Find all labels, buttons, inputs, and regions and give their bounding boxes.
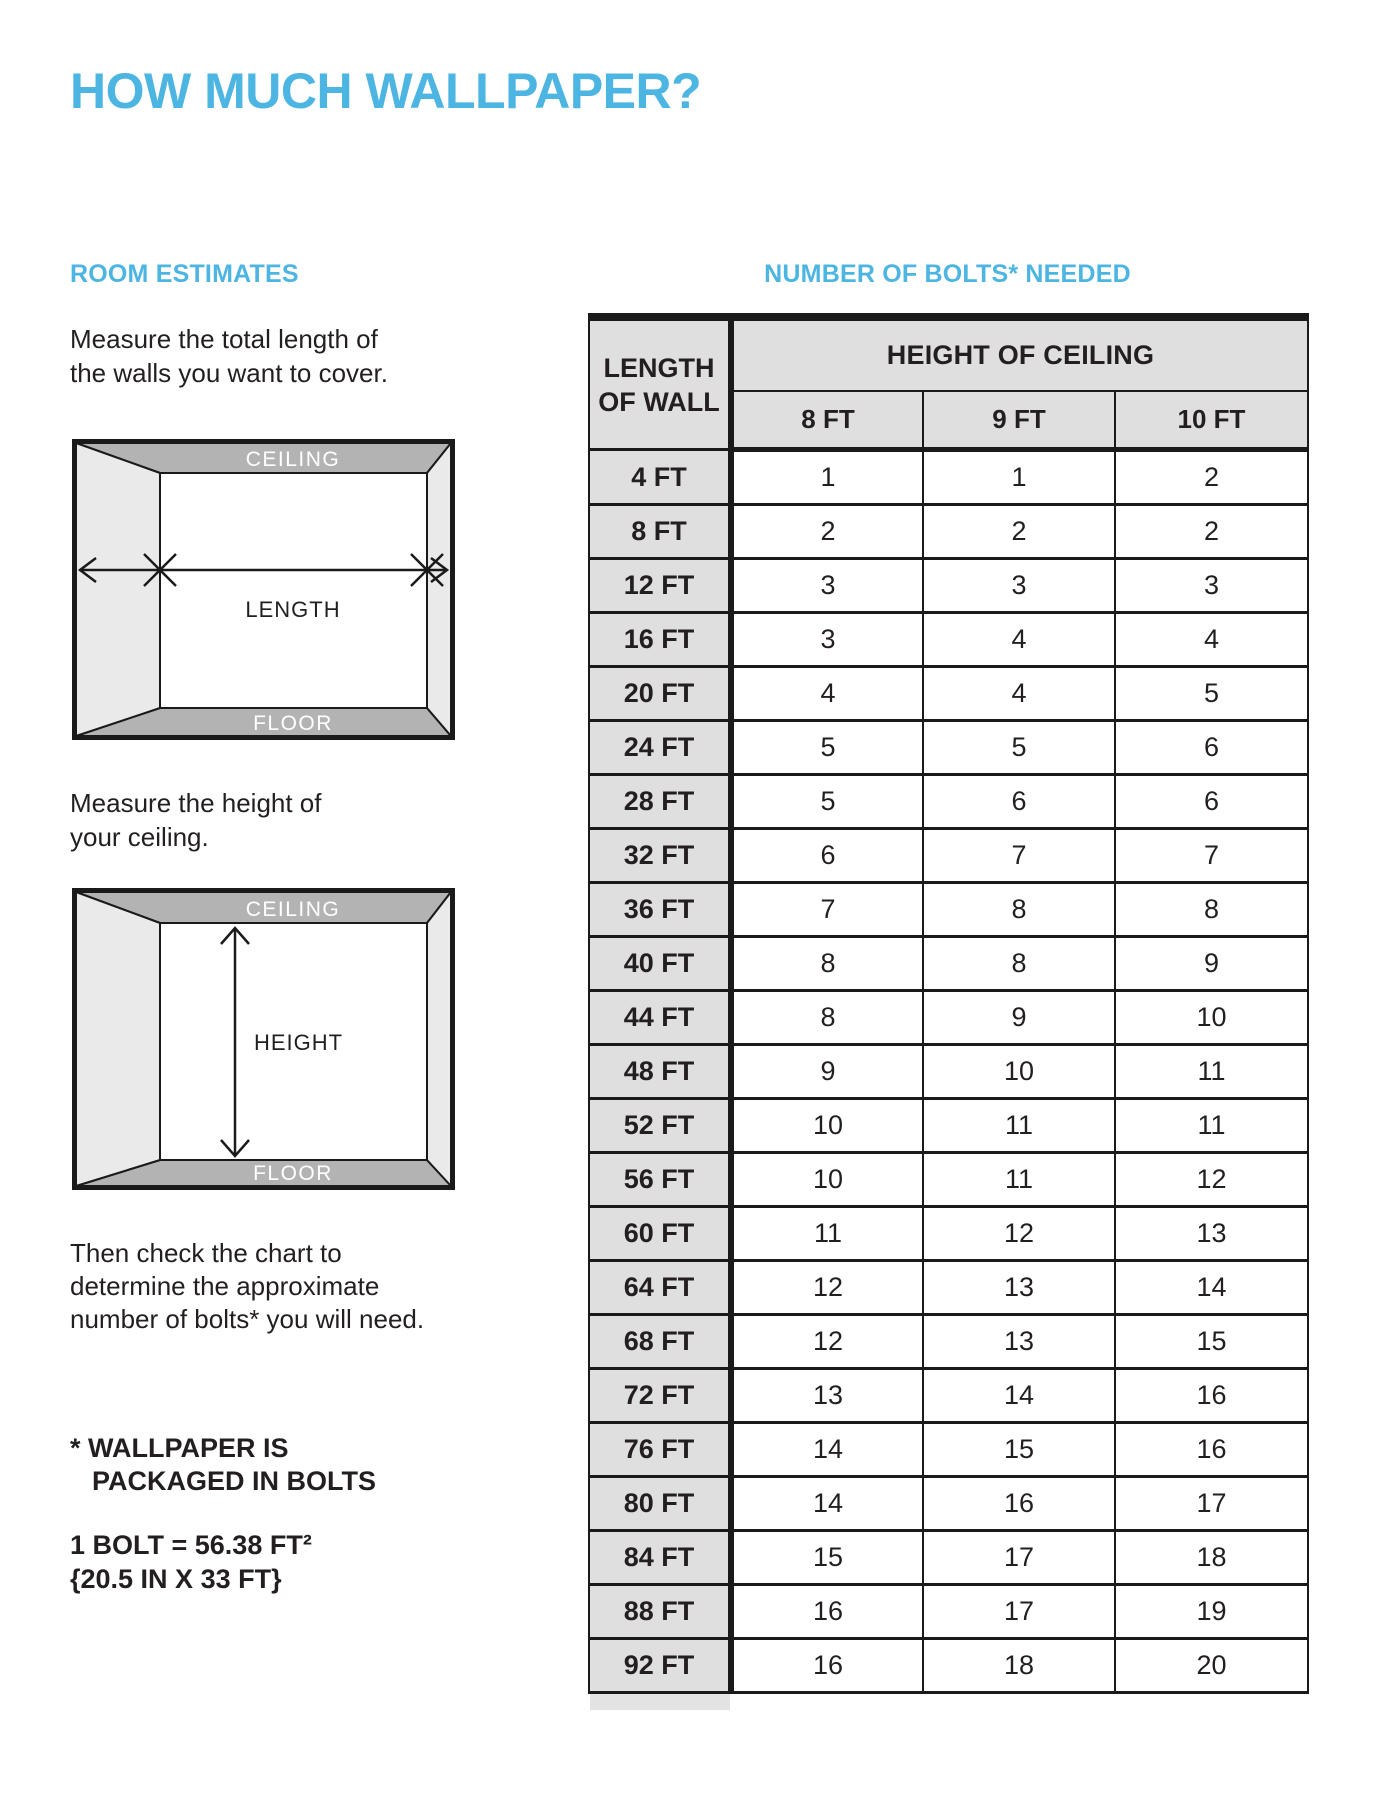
row-label: 24 FT [589, 721, 731, 775]
row-label: 4 FT [589, 450, 731, 505]
cell-10ft: 12 [1115, 1153, 1308, 1207]
cell-8ft: 3 [731, 613, 923, 667]
cell-9ft: 18 [923, 1639, 1115, 1693]
row-label: 12 FT [589, 559, 731, 613]
back-wall [160, 473, 427, 708]
table-row [589, 1315, 1308, 1369]
measure-height-line1: Measure the height of [70, 788, 322, 818]
cell-8ft: 6 [731, 829, 923, 883]
row-label: 28 FT [589, 775, 731, 829]
table-row [589, 1639, 1308, 1693]
cell-8ft: 12 [731, 1261, 923, 1315]
cell-8ft: 4 [731, 667, 923, 721]
table-row [589, 1423, 1308, 1477]
row-label: 92 FT [589, 1639, 731, 1693]
height-of-ceiling-header: HEIGHT OF CEILING [731, 317, 1308, 391]
row-label: 44 FT [589, 991, 731, 1045]
row-label: 16 FT [589, 613, 731, 667]
ceiling-label: CEILING [245, 898, 341, 921]
cell-8ft: 7 [731, 883, 923, 937]
cell-8ft: 10 [731, 1099, 923, 1153]
cell-9ft: 2 [923, 505, 1115, 559]
left-wall [76, 443, 160, 736]
cell-10ft: 11 [1115, 1045, 1308, 1099]
cell-9ft: 4 [923, 613, 1115, 667]
cell-8ft: 8 [731, 991, 923, 1045]
cell-10ft: 16 [1115, 1423, 1308, 1477]
cell-8ft: 13 [731, 1369, 923, 1423]
floor-label: FLOOR [253, 712, 333, 735]
col-header-8ft: 8 FT [731, 391, 923, 450]
cell-10ft: 7 [1115, 829, 1308, 883]
cell-10ft: 19 [1115, 1585, 1308, 1639]
row-label: 68 FT [589, 1315, 731, 1369]
right-wall [427, 892, 451, 1186]
row-label: 56 FT [589, 1153, 731, 1207]
page-title: HOW MUCH WALLPAPER? [70, 63, 702, 119]
height-label: HEIGHT [254, 1030, 344, 1055]
cell-9ft: 9 [923, 991, 1115, 1045]
cell-10ft: 2 [1115, 450, 1308, 505]
cell-8ft: 16 [731, 1585, 923, 1639]
measure-height-text [70, 786, 322, 854]
cell-10ft: 2 [1115, 505, 1308, 559]
row-label: 64 FT [589, 1261, 731, 1315]
bolts-table [588, 313, 1309, 1694]
cell-9ft: 8 [923, 883, 1115, 937]
cell-9ft: 15 [923, 1423, 1115, 1477]
room-length-diagram [72, 439, 455, 740]
cell-9ft: 17 [923, 1531, 1115, 1585]
cell-9ft: 6 [923, 775, 1115, 829]
table-row [589, 1045, 1308, 1099]
bolts-footnote-line2: PACKAGED IN BOLTS [92, 1466, 377, 1496]
row-label: 20 FT [589, 667, 731, 721]
table-bottom-stub [590, 1694, 730, 1710]
right-wall [427, 443, 451, 736]
row-label: 36 FT [589, 883, 731, 937]
cell-10ft: 20 [1115, 1639, 1308, 1693]
bolts-footnote [70, 1432, 376, 1498]
table-row [589, 1099, 1308, 1153]
length-of-wall-line2: OF WALL [598, 386, 720, 417]
cell-9ft: 17 [923, 1585, 1115, 1639]
col-header-10ft: 10 FT [1115, 391, 1308, 450]
measure-height-line2: your ceiling. [70, 822, 209, 852]
check-chart-line3: number of bolts* you will need. [70, 1304, 425, 1334]
table-row [589, 667, 1308, 721]
check-chart-line2: determine the approximate [70, 1271, 380, 1301]
cell-9ft: 10 [923, 1045, 1115, 1099]
length-label: LENGTH [245, 597, 341, 622]
cell-10ft: 17 [1115, 1477, 1308, 1531]
row-label: 40 FT [589, 937, 731, 991]
cell-9ft: 13 [923, 1261, 1115, 1315]
room-height-diagram [72, 888, 455, 1190]
table-row [589, 1207, 1308, 1261]
cell-10ft: 11 [1115, 1099, 1308, 1153]
table-row [589, 775, 1308, 829]
table-row [589, 450, 1308, 505]
table-row [589, 1369, 1308, 1423]
table-row [589, 559, 1308, 613]
cell-8ft: 2 [731, 505, 923, 559]
table-row [589, 613, 1308, 667]
bolt-size-info [70, 1528, 312, 1596]
col-header-9ft: 9 FT [923, 391, 1115, 450]
measure-length-line1: Measure the total length of [70, 324, 378, 354]
row-label: 76 FT [589, 1423, 731, 1477]
ceiling-label: CEILING [245, 448, 341, 471]
table-row [589, 1477, 1308, 1531]
cell-10ft: 9 [1115, 937, 1308, 991]
table-row [589, 505, 1308, 559]
cell-10ft: 16 [1115, 1369, 1308, 1423]
cell-10ft: 8 [1115, 883, 1308, 937]
cell-9ft: 7 [923, 829, 1115, 883]
bolt-size-line2: {20.5 IN X 33 FT} [70, 1564, 282, 1594]
bolts-table-container [588, 313, 1307, 1694]
bolts-footnote-line1: * WALLPAPER IS [70, 1433, 289, 1463]
cell-9ft: 14 [923, 1369, 1115, 1423]
room-estimates-heading: ROOM ESTIMATES [70, 260, 299, 288]
cell-8ft: 1 [731, 450, 923, 505]
cell-9ft: 3 [923, 559, 1115, 613]
cell-10ft: 14 [1115, 1261, 1308, 1315]
cell-10ft: 6 [1115, 775, 1308, 829]
row-label: 72 FT [589, 1369, 731, 1423]
cell-8ft: 5 [731, 721, 923, 775]
table-row [589, 1261, 1308, 1315]
table-row [589, 937, 1308, 991]
check-chart-line1: Then check the chart to [70, 1238, 342, 1268]
left-wall [76, 892, 160, 1186]
cell-9ft: 8 [923, 937, 1115, 991]
cell-8ft: 8 [731, 937, 923, 991]
table-row [589, 1531, 1308, 1585]
row-label: 88 FT [589, 1585, 731, 1639]
cell-10ft: 3 [1115, 559, 1308, 613]
row-label: 80 FT [589, 1477, 731, 1531]
cell-8ft: 16 [731, 1639, 923, 1693]
cell-9ft: 13 [923, 1315, 1115, 1369]
cell-10ft: 15 [1115, 1315, 1308, 1369]
floor-label: FLOOR [253, 1162, 333, 1185]
row-label: 52 FT [589, 1099, 731, 1153]
row-label: 48 FT [589, 1045, 731, 1099]
length-of-wall-line1: LENGTH [603, 352, 715, 383]
cell-10ft: 10 [1115, 991, 1308, 1045]
row-label: 84 FT [589, 1531, 731, 1585]
cell-8ft: 15 [731, 1531, 923, 1585]
measure-length-line2: the walls you want to cover. [70, 358, 388, 388]
cell-9ft: 12 [923, 1207, 1115, 1261]
table-row [589, 829, 1308, 883]
check-chart-text [70, 1237, 424, 1336]
cell-8ft: 9 [731, 1045, 923, 1099]
cell-8ft: 10 [731, 1153, 923, 1207]
row-label: 32 FT [589, 829, 731, 883]
cell-10ft: 18 [1115, 1531, 1308, 1585]
cell-9ft: 11 [923, 1153, 1115, 1207]
table-row [589, 1585, 1308, 1639]
length-of-wall-header [589, 317, 731, 450]
cell-8ft: 14 [731, 1477, 923, 1531]
bolts-needed-heading: NUMBER OF BOLTS* NEEDED [764, 260, 1131, 288]
cell-8ft: 3 [731, 559, 923, 613]
cell-9ft: 1 [923, 450, 1115, 505]
cell-9ft: 4 [923, 667, 1115, 721]
row-label: 60 FT [589, 1207, 731, 1261]
cell-8ft: 14 [731, 1423, 923, 1477]
cell-9ft: 16 [923, 1477, 1115, 1531]
table-row [589, 991, 1308, 1045]
cell-8ft: 5 [731, 775, 923, 829]
cell-8ft: 12 [731, 1315, 923, 1369]
table-row [589, 721, 1308, 775]
cell-10ft: 5 [1115, 667, 1308, 721]
cell-10ft: 13 [1115, 1207, 1308, 1261]
cell-9ft: 5 [923, 721, 1115, 775]
cell-10ft: 6 [1115, 721, 1308, 775]
cell-8ft: 11 [731, 1207, 923, 1261]
table-row [589, 1153, 1308, 1207]
bolt-size-line1: 1 BOLT = 56.38 FT² [70, 1530, 312, 1560]
cell-9ft: 11 [923, 1099, 1115, 1153]
table-row [589, 883, 1308, 937]
measure-length-text [70, 322, 388, 390]
cell-10ft: 4 [1115, 613, 1308, 667]
row-label: 8 FT [589, 505, 731, 559]
